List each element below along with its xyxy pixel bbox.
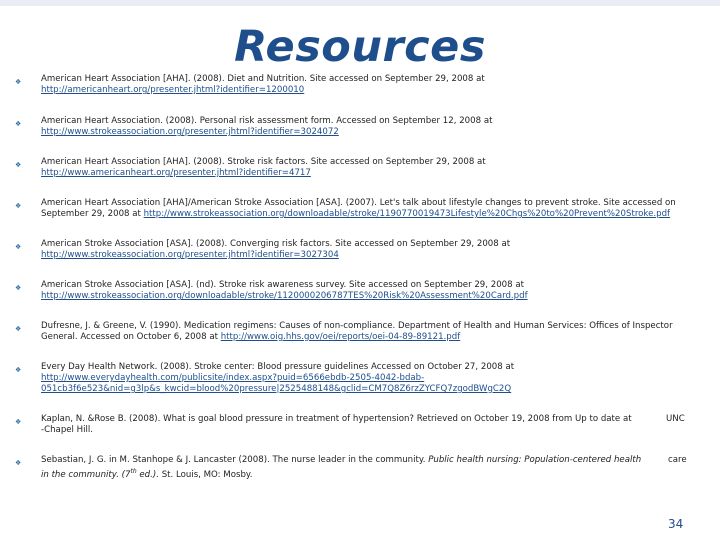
reference-citation-continued: -Chapel Hill.	[41, 425, 94, 435]
reference-citation	[41, 455, 681, 466]
slide-title: Resources	[234, 22, 486, 72]
reference-text	[41, 157, 681, 179]
reference-link[interactable]: http://www.everydayhealth.com/publicsite/index.aspx?puid=6566ebdb-2505-4042-bdab-	[41, 373, 425, 383]
reference-text	[41, 239, 681, 261]
small-diamond-icon: ❖	[15, 325, 22, 333]
reference-edition-open: (7	[121, 469, 131, 480]
reference-edition-sup: th	[130, 468, 137, 475]
reference-citation: Every Day Health Network. (2008). Stroke center: Blood pressure guidelines Accessed on October 27, 2008 at	[41, 362, 515, 372]
reference-citation: American Heart Association [AHA]/American Stroke Association [ASA]. (2007). Let's talk about lifestyle changes to prevent stroke. Site accessed on	[41, 198, 676, 208]
reference-citation: Kaplan, N. &Rose B. (2008). What is goal blood pressure in treatment of hypertension? Retrieved on October 19, 2008 from Up to date at	[41, 414, 632, 424]
reference-text	[41, 321, 681, 343]
small-diamond-icon: ❖	[15, 120, 22, 128]
reference-text	[41, 74, 681, 96]
reference-citation: American Heart Association [AHA]. (2008). Stroke risk factors. Site accessed on September 29, 2008 at	[41, 157, 486, 167]
reference-citation-continued	[41, 332, 681, 343]
small-diamond-icon: ❖	[15, 284, 22, 292]
reference-text	[41, 116, 681, 138]
reference-publisher: St. Louis, MO: Mosby.	[161, 469, 253, 480]
small-diamond-icon: ❖	[15, 366, 22, 374]
reference-text	[41, 362, 681, 395]
reference-link[interactable]: http://www.strokeassociation.org/downloadable/stroke/1120000206787TES%20Risk%20Assessment%20Card.pdf	[41, 291, 528, 301]
top-decoration-bar	[0, 0, 720, 6]
reference-link[interactable]: http://www.americanheart.org/presenter.jhtml?identifier=4717	[41, 168, 311, 178]
reference-citation: American Heart Association [AHA]. (2008). Diet and Nutrition. Site accessed on September 29, 2008 at	[41, 74, 485, 84]
reference-link-continued[interactable]: 051cb3f6e523&nid=g3lp&s_kwcid=blood%20pressure|2525488148&gclid=CM7Q8Z6rzZYCFQ7zgodBWgC2Q	[41, 384, 512, 394]
reference-link[interactable]: http://www.strokeassociation.org/presenter.jhtml?identifier=3027304	[41, 250, 339, 260]
reference-link[interactable]: http://www.strokeassociation.org/presenter.jhtml?identifier=3024072	[41, 127, 339, 137]
reference-text	[41, 414, 681, 436]
reference-citation-start: Sebastian, J. G. in M. Stanhope & J. Lancaster (2008). The nurse leader in the community.	[41, 455, 426, 465]
reference-citation-continued	[41, 466, 681, 480]
reference-access-text: September 29, 2008 at	[41, 209, 141, 219]
page-number: 34	[668, 517, 684, 531]
reference-side-text: UNC	[666, 414, 685, 424]
small-diamond-icon: ❖	[15, 418, 22, 426]
reference-text	[41, 455, 681, 480]
small-diamond-icon: ❖	[15, 202, 22, 210]
reference-citation: Dufresne, J. & Greene, V. (1990). Medication regimens: Causes of non-compliance. Department of Health and Human Services: Offices of Inspector	[41, 321, 673, 331]
reference-citation: American Stroke Association [ASA]. (nd). Stroke risk awareness survey. Site accessed on September 29, 2008 at	[41, 280, 524, 290]
reference-link[interactable]: http://www.oig.hhs.gov/oei/reports/oei-04-89-89121.pdf	[220, 332, 461, 342]
reference-book-title: Public health nursing: Population-centered health	[428, 455, 642, 465]
reference-citation: American Stroke Association [ASA]. (2008). Converging risk factors. Site accessed on September 29, 2008 at	[41, 239, 511, 249]
reference-edition-close: ed.).	[139, 469, 159, 480]
reference-side-text: care	[668, 455, 687, 465]
reference-citation: American Heart Association. (2008). Personal risk assessment form. Accessed on September 12, 2008 at	[41, 116, 493, 126]
reference-text	[41, 280, 681, 302]
small-diamond-icon: ❖	[15, 243, 22, 251]
reference-book-title-end: in the community.	[41, 469, 119, 480]
reference-link[interactable]: http://www.strokeassociation.org/downloadable/stroke/1190770019473Lifestyle%20Chgs%20to%20Prevent%20Stroke.pdf	[143, 209, 671, 219]
small-diamond-icon: ❖	[15, 78, 22, 86]
reference-edition	[122, 470, 159, 480]
reference-citation-continued	[41, 209, 681, 220]
reference-access-text: General. Accessed on October 6, 2008 at	[41, 332, 218, 342]
small-diamond-icon: ❖	[15, 161, 22, 169]
reference-link[interactable]: http://americanheart.org/presenter.jhtml?identifier=1200010	[41, 85, 305, 95]
small-diamond-icon: ❖	[15, 459, 22, 467]
reference-text	[41, 198, 681, 220]
